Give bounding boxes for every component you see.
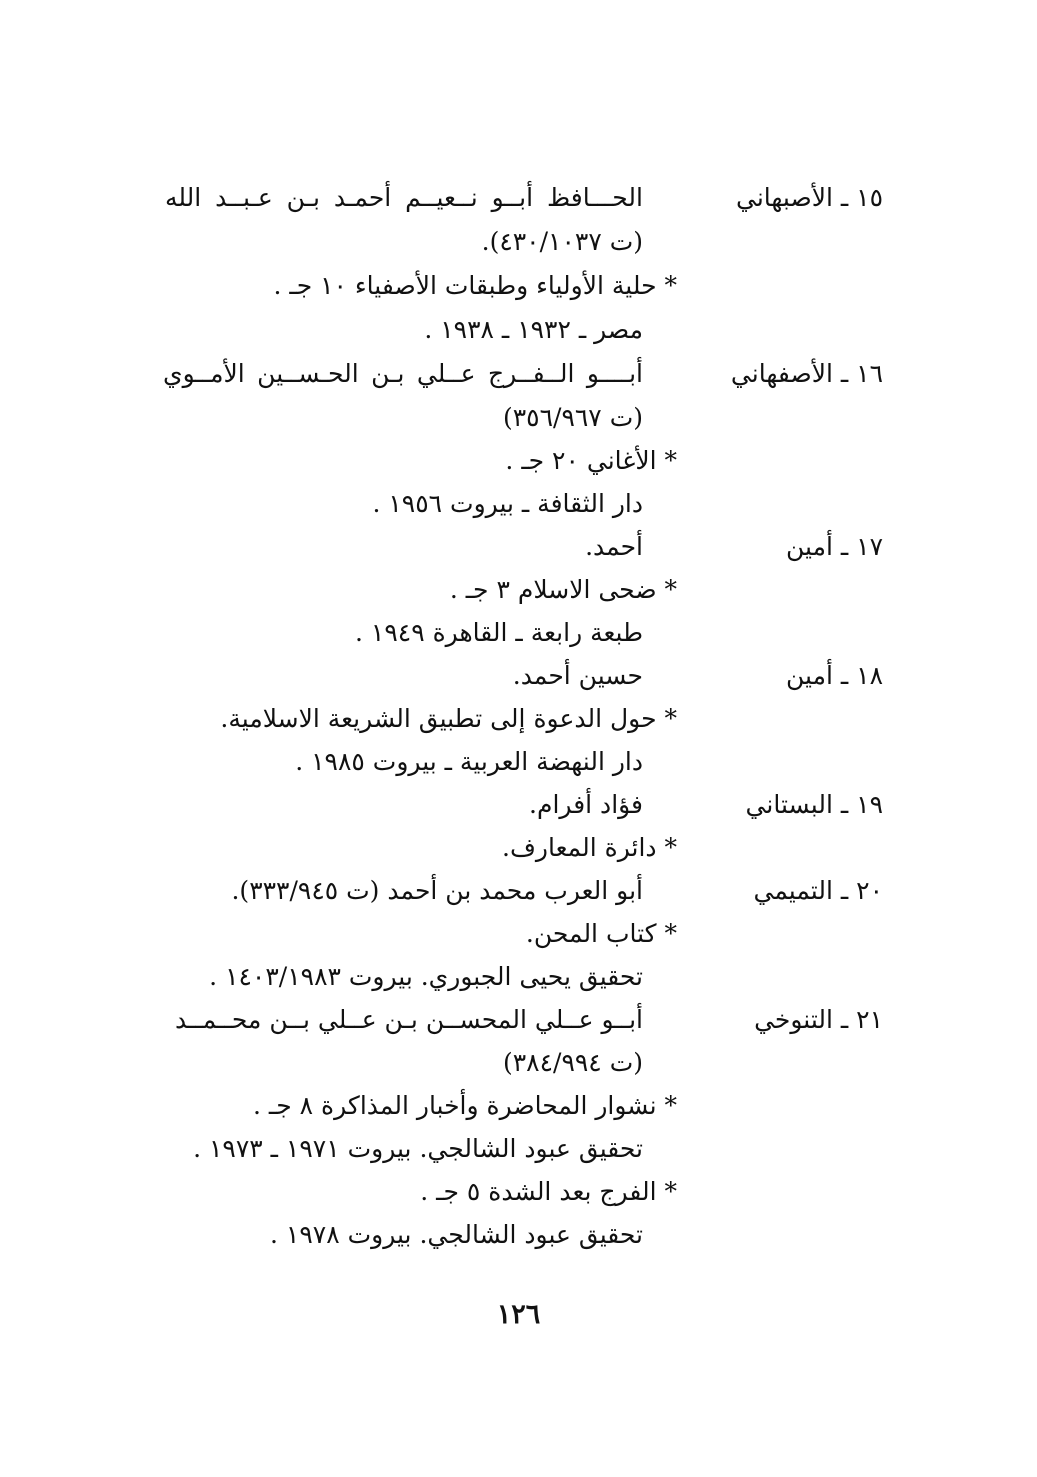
entry-header: أبــو عــلي المحســن بـن عــلي بــن محــمــد [175,1005,643,1034]
entry-header: أبــــو الــفــرج عــلي بـن الحـســين الأمــوي [163,359,643,388]
work-title: * حول الدعوة إلى تطبيق الشريعة الاسلامية. [220,704,677,733]
work-title: * ضحى الاسلام ٣ جـ . [449,575,677,604]
entry-number: ٢٠ ـ التميمي [753,876,883,905]
entry-header-continued: (ت ٣٨٤/٩٩٤) [502,1048,643,1077]
publication-info: تحقيق عبود الشالجي. بيروت ١٩٧١ ـ ١٩٧٣ . [193,1134,643,1163]
entry-header: حسين أحمد. [512,661,643,690]
publication-info: دار النهضة العربية ـ بيروت ١٩٨٥ . [295,747,643,776]
entry-header: أحمد. [585,532,643,561]
work-title: * الفرج بعد الشدة ٥ جـ . [420,1177,677,1206]
work-title: * نشوار المحاضرة وأخبار المذاكرة ٨ جـ . [253,1091,677,1120]
entry-header-continued: (ت ٤٣٠/١٠٣٧). [481,227,643,256]
entry-number: ١٨ ـ أمين [786,661,883,690]
page-number: ١٢٦ [496,1299,541,1330]
entry-number: ١٥ ـ الأصبهاني [736,183,883,212]
entry-number: ١٩ ـ البستاني [745,790,883,819]
entry-header: أبو العرب محمد بن أحمد (ت ٣٣٣/٩٤٥). [231,876,643,905]
work-title: * دائرة المعارف. [502,833,677,862]
publication-info: تحقيق يحيى الجبوري. بيروت ١٤٠٣/١٩٨٣ . [209,962,643,991]
entry-header-continued: (ت ٣٥٦/٩٦٧) [502,403,643,432]
publication-info: مصر ـ ١٩٣٢ ـ ١٩٣٨ . [424,315,643,344]
entry-header: الحـــافظ أبــو نــعيــم أحمـد بـن عـبــد الله [165,183,643,212]
publication-info: تحقيق عبود الشالجي. بيروت ١٩٧٨ . [270,1220,643,1249]
publication-info: دار الثقافة ـ بيروت ١٩٥٦ . [372,489,643,518]
entry-number: ٢١ ـ التنوخي [754,1005,883,1034]
publication-info: طبعة رابعة ـ القاهرة ١٩٤٩ . [355,618,643,647]
entry-number: ١٦ ـ الأصفهاني [730,359,883,388]
work-title: * الأغاني ٢٠ جـ . [505,446,677,475]
entry-number: ١٧ ـ أمين [786,532,883,561]
entry-header: فؤاد أفرام. [529,790,643,819]
work-title: * حلية الأولياء وطبقات الأصفياء ١٠ جـ . [273,271,677,300]
work-title: * كتاب المحن. [525,919,677,948]
